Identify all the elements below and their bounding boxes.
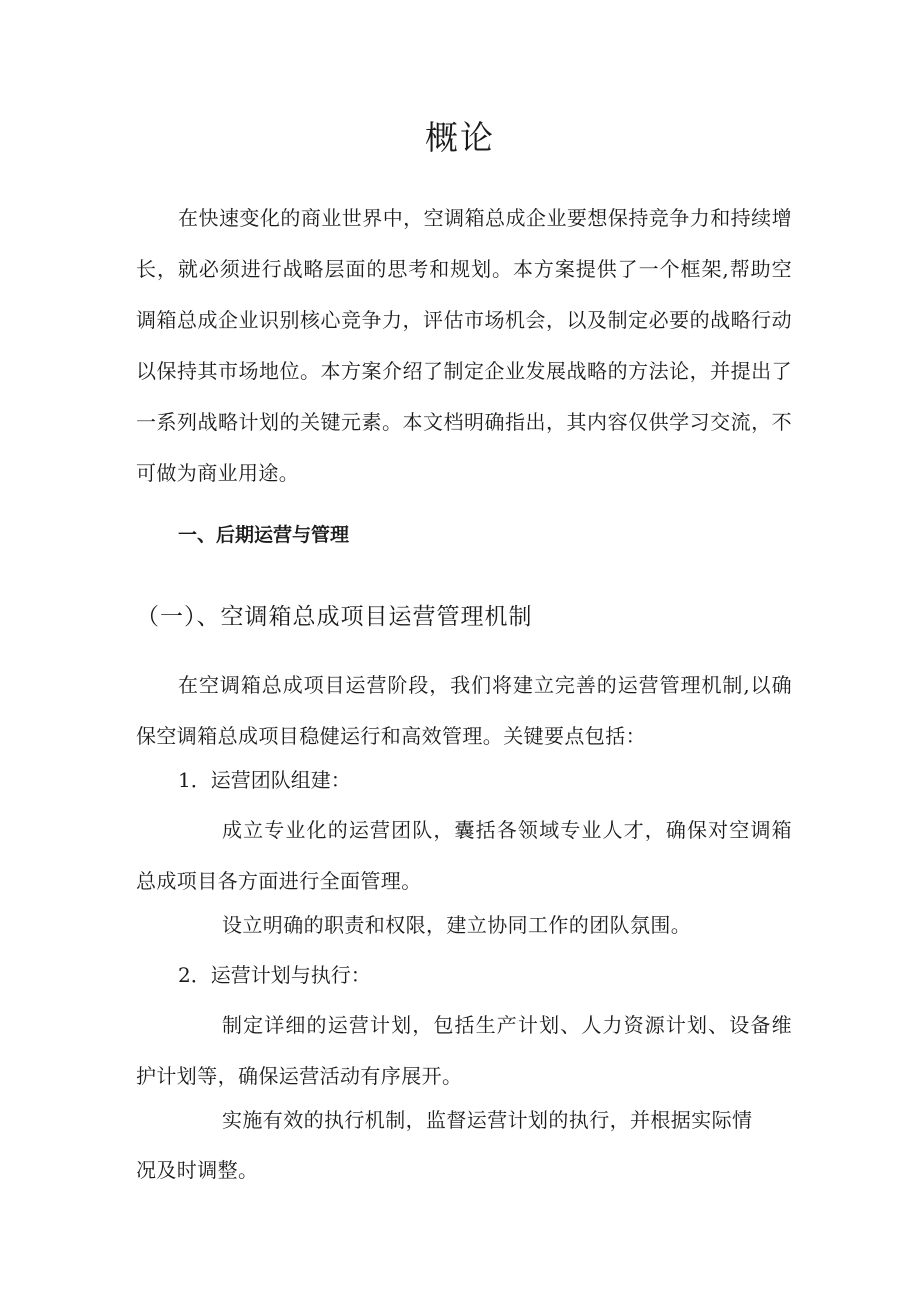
item-2-point-1: 制定详细的运营计划，包括生产计划、人力资源计划、设备维护计划等，确保运营活动有序展开。 (136, 1013, 792, 1088)
item-1-point-2: 设立明确的职责和权限，建立协同工作的团队氛围。 (222, 913, 692, 937)
document-title: 概论 (425, 118, 495, 157)
subsection-heading: （一）、空调箱总成项目运营管理机制 (136, 604, 533, 630)
intro-paragraph: 在快速变化的商业世界中，空调箱总成企业要想保持竞争力和持续增长，就必须进行战略层面的思考和规划。本方案提供了一个框架,帮助空调箱总成企业识别核心竞争力，评估市场机会，以及制定必要的战略行动以保持其市场地位。本方案介绍了制定企业发展战略的方法论，并提出了一系列战略计划的关键元素。本文档明确指出，其内容仅供学习交流，不可做为商业用途。 (136, 206, 792, 485)
item-2-point-2-continuation: 况及时调整。 (136, 1158, 259, 1182)
item-1-point-1: 成立专业化的运营团队，囊括各领域专业人才，确保对空调箱总成项目各方面进行全面管理。 (136, 818, 792, 893)
section-heading: 一、后期运营与管理 (178, 524, 350, 546)
item-2-point-2: 实施有效的执行机制，监督运营计划的执行，并根据实际情 (222, 1108, 753, 1132)
subsection-intro-paragraph: 在空调箱总成项目运营阶段，我们将建立完善的运营管理机制,以确保空调箱总成项目稳健运行和高效管理。关键要点包括： (136, 673, 792, 748)
item-heading-2: 2．运营计划与执行： (178, 963, 371, 987)
item-heading-1: 1．运营团队组建： (178, 768, 351, 792)
